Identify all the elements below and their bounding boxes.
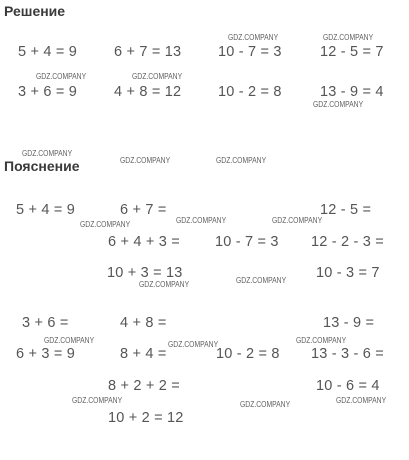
explanation-equation: 8 + 2 + 2 = (108, 378, 180, 394)
explanation-equation: 12 - 5 = (320, 202, 372, 218)
explanation-equation: 4 + 8 = (120, 315, 167, 331)
watermark: GDZ.COMPANY (296, 336, 347, 345)
explanation-equation: 3 + 6 = (22, 315, 69, 331)
watermark: GDZ.COMPANY (176, 216, 227, 225)
watermark: GDZ.COMPANY (22, 149, 73, 158)
solution-equation: 10 - 2 = 8 (218, 84, 282, 100)
watermark: GDZ.COMPANY (80, 220, 131, 229)
solution-equation: 4 + 8 = 12 (114, 84, 182, 100)
watermark: GDZ.COMPANY (313, 100, 364, 109)
watermark: GDZ.COMPANY (72, 396, 123, 405)
watermark: GDZ.COMPANY (272, 216, 323, 225)
explanation-equation: 10 - 6 = 4 (316, 378, 380, 394)
watermark: GDZ.COMPANY (132, 72, 183, 81)
explanation-equation: 10 - 2 = 8 (216, 346, 280, 362)
explanation-heading: Пояснение (4, 158, 80, 174)
explanation-equation: 13 - 9 = (323, 315, 375, 331)
explanation-equation: 6 + 4 + 3 = (108, 234, 180, 250)
watermark: GDZ.COMPANY (216, 156, 267, 165)
explanation-equation: 10 - 3 = 7 (316, 265, 380, 281)
solution-equation: 6 + 7 = 13 (114, 44, 182, 60)
watermark: GDZ.COMPANY (323, 33, 374, 42)
watermark: GDZ.COMPANY (44, 336, 95, 345)
solution-equation: 3 + 6 = 9 (18, 84, 78, 100)
explanation-equation: 5 + 4 = 9 (16, 202, 76, 218)
explanation-equation: 10 + 3 = 13 (107, 265, 183, 281)
explanation-equation: 6 + 7 = (120, 202, 167, 218)
watermark: GDZ.COMPANY (336, 396, 387, 405)
explanation-equation: 12 - 2 - 3 = (311, 234, 384, 250)
explanation-equation: 10 + 2 = 12 (108, 410, 184, 426)
watermark: GDZ.COMPANY (120, 156, 171, 165)
explanation-equation: 8 + 4 = (120, 346, 167, 362)
watermark: GDZ.COMPANY (236, 276, 287, 285)
explanation-equation: 6 + 3 = 9 (16, 346, 76, 362)
watermark: GDZ.COMPANY (36, 72, 87, 81)
solution-heading: Решение (4, 3, 66, 19)
explanation-equation: 10 - 7 = 3 (215, 234, 279, 250)
solution-equation: 12 - 5 = 7 (320, 44, 384, 60)
watermark: GDZ.COMPANY (240, 400, 291, 409)
solution-equation: 13 - 9 = 4 (320, 84, 384, 100)
watermark: GDZ.COMPANY (168, 340, 219, 349)
explanation-equation: 13 - 3 - 6 = (311, 346, 384, 362)
watermark: GDZ.COMPANY (228, 33, 279, 42)
solution-equation: 10 - 7 = 3 (218, 44, 282, 60)
watermark: GDZ.COMPANY (139, 280, 190, 289)
solution-equation: 5 + 4 = 9 (18, 44, 78, 60)
